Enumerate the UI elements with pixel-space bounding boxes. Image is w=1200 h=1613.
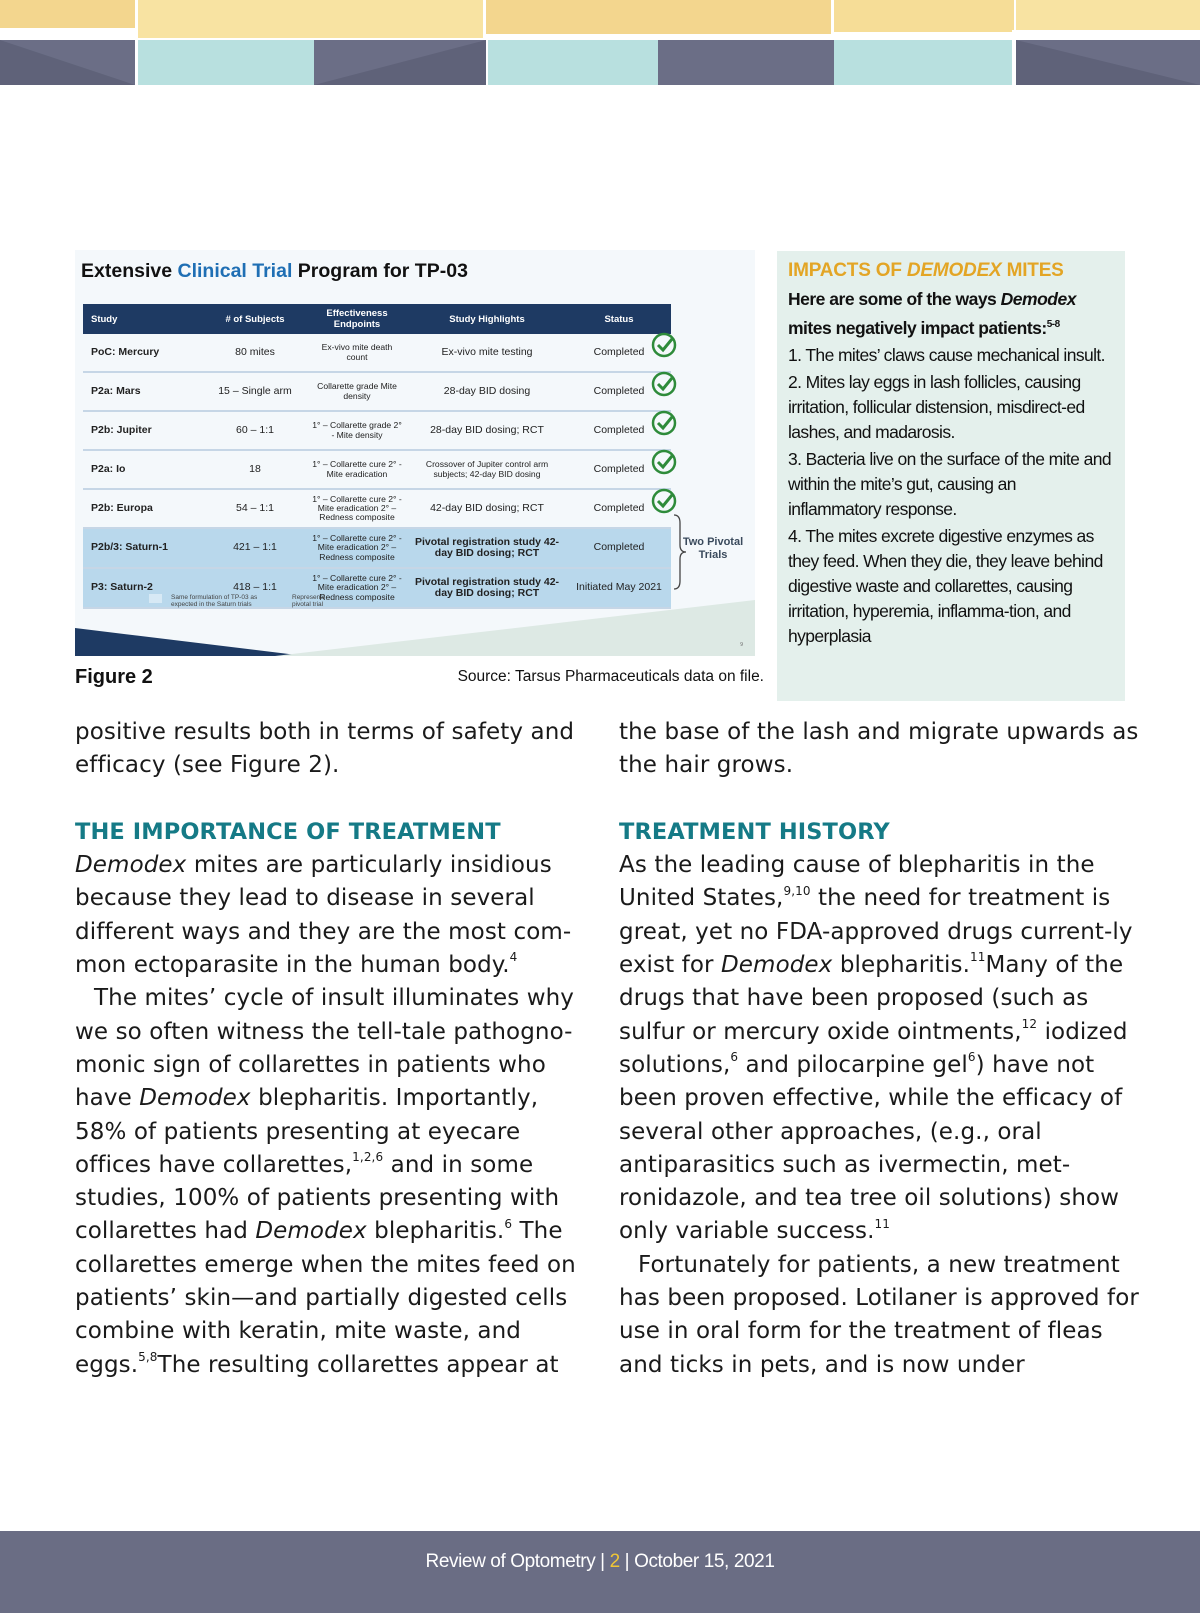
- cell-subjects: 15 – Single arm: [203, 372, 307, 411]
- legend-pivotal-label: Represents pivotal trial: [292, 594, 326, 609]
- slide-number: 9: [740, 642, 744, 648]
- sidebar-list-item: 3. Bacteria live on the surface of the mite and within the mite’s gut, causing an inflammatory response.: [788, 448, 1111, 519]
- cell-highlights: 42-day BID dosing; RCT: [407, 489, 567, 528]
- top-banner: [0, 0, 1200, 88]
- cell-study: P2b: Europa: [83, 489, 203, 528]
- section-heading-importance: THE IMPORTANCE OF TREATMENT: [75, 818, 501, 845]
- figure-title: Extensive Clinical Trial Program for TP-03: [81, 260, 468, 282]
- header-highlights: Study Highlights: [407, 304, 567, 334]
- table-row: [83, 450, 671, 489]
- header-subjects: # of Subjects: [203, 304, 307, 334]
- table-row: [83, 372, 671, 411]
- cell-status: Completed: [567, 450, 671, 489]
- cell-status: Completed: [567, 334, 671, 372]
- check-icon: [651, 488, 677, 514]
- cell-highlights: Crossover of Jupiter control arm subjects; 42-day BID dosing: [407, 450, 567, 489]
- cell-status: Completed: [567, 528, 671, 568]
- demodex-impacts-sidebar: [777, 251, 1125, 701]
- cell-study: P2b: Jupiter: [83, 411, 203, 450]
- table-row: [83, 411, 671, 450]
- cell-status: Initiated May 2021: [567, 568, 671, 608]
- cell-status: Completed: [567, 411, 671, 450]
- cell-subjects: 60 – 1:1: [203, 411, 307, 450]
- figure-label: Figure 2: [75, 666, 153, 688]
- sidebar-intro: Here are some of the ways Demodex mites negatively impact patients:$^{5-8}$: [788, 289, 1076, 338]
- cell-endpoints: 1° – Collarette grade 2° - Mite density: [307, 411, 407, 450]
- cell-subjects: 54 – 1:1: [203, 489, 307, 528]
- check-icon: [651, 371, 677, 397]
- cell-subjects: 421 – 1:1: [203, 528, 307, 568]
- sidebar-list-item: 4. The mites excrete digestive enzymes as they feed. When they die, they leave behind digestive waste and collarettes, causing irritation, hyperemia, inflamma-tion, and hyperplasia: [788, 525, 1103, 646]
- cell-endpoints: Collarette grade Mite density: [307, 372, 407, 411]
- cell-endpoints: 1° – Collarette cure 2° - Mite eradication 2° – Redness composite: [307, 528, 407, 568]
- cell-highlights: Ex-vivo mite testing: [407, 334, 567, 372]
- figure-source: Source: Tarsus Pharmaceuticals data on file.: [457, 668, 764, 685]
- cell-study: P2a: Io: [83, 450, 203, 489]
- body-paragraph: Demodex mites are particularly insidious because they lead to disease in several different ways and they are the most com-mon ectoparasite in the human body.$^4$: [75, 852, 572, 979]
- body-paragraph: Fortunately for patients, a new treatment has been proposed. Lotilaner is approved for use in oral form for the treatment of fleas and ticks in pets, and is now under: [619, 1251, 1139, 1378]
- cell-subjects: 418 – 1:1: [203, 568, 307, 608]
- body-paragraph: positive results both in terms of safety and efficacy (see Figure 2).: [75, 719, 575, 779]
- table-row: [83, 489, 671, 528]
- footer-text: Review of Optometry | 2 | October 15, 2021: [425, 1551, 775, 1572]
- header-study: Study: [83, 304, 203, 334]
- cell-highlights: 28-day BID dosing: [407, 372, 567, 411]
- body-paragraph: As the leading cause of blepharitis in the United States,$^{9,10}$ the need for treatment is great, yet no FDA-approved drugs current-ly exist for Demodex blepharitis.$^{11}$Many of the drugs that have been proposed (such as sulfur or mercury oxide ointments,$^{12}$ iodized solutions,$^6$ and pilocarpine gel$^6$) have not been proven effective, while the efficacy of several other approaches, (e.g., oral antiparasitics such as ivermectin, met-ronidazole, and tea tree oil solutions) show only variable success.$^{11}$: [619, 852, 1133, 1245]
- footer-publication: Review of Optometry: [425, 1551, 596, 1572]
- header-status: Status: [567, 304, 671, 334]
- decorative-wedge: [75, 580, 755, 656]
- check-icon: [651, 410, 677, 436]
- cell-highlights: Pivotal registration study 42-day BID dosing; RCT: [407, 528, 567, 568]
- cell-study: P3: Saturn-2: [83, 568, 203, 608]
- trial-program-figure: [75, 250, 755, 656]
- body-paragraph: the base of the lash and migrate upwards as the hair grows.: [619, 719, 1139, 779]
- sidebar-title: IMPACTS OF DEMODEX MITES: [788, 260, 1064, 281]
- legend-same-label: Same formulation of TP-03 as expected in the Saturn trials: [171, 594, 258, 609]
- pivotal-trials-label: Two Pivotal Trials: [682, 536, 744, 562]
- cell-study: PoC: Mercury: [83, 334, 203, 372]
- check-icon: [651, 332, 677, 358]
- cell-status: Completed: [567, 489, 671, 528]
- header-endpoints: Effectiveness Endpoints: [307, 304, 407, 334]
- trial-table-header: [83, 304, 671, 334]
- cell-subjects: 80 mites: [203, 334, 307, 372]
- table-row-pivotal: [83, 528, 671, 568]
- footer-page-number: 2: [609, 1551, 620, 1572]
- table-row: [83, 334, 671, 372]
- cell-endpoints: 1° – Collarette cure 2° - Mite eradication 2° – Redness composite: [307, 489, 407, 528]
- cell-endpoints: Ex-vivo mite death count: [307, 334, 407, 372]
- left-column: [75, 716, 587, 1382]
- body-paragraph: The mites’ cycle of insult illuminates why we so often witness the tell-tale pathogno-monic sign of collarettes in patients who have Demodex blepharitis. Importantly, 58% of patients presenting at eyecare offices have collarettes,$^{1,2,6}$ and in some studies, 100% of patients presenting with collarettes had Demodex blepharitis.$^6$ The collarettes emerge when the mites feed on patients’ skin—and partially digested cells combine with keratin, mite waste, and eggs.$^{5,8}$The resulting collarettes appear at: [75, 985, 576, 1378]
- cell-status: Completed: [567, 372, 671, 411]
- trial-table: [83, 304, 671, 609]
- check-icon: [651, 449, 677, 475]
- footer-date: October 15, 2021: [634, 1551, 775, 1572]
- section-heading-history: TREATMENT HISTORY: [619, 818, 890, 845]
- right-column: [619, 716, 1139, 1382]
- cell-study: P2a: Mars: [83, 372, 203, 411]
- cell-highlights: 28-day BID dosing; RCT: [407, 411, 567, 450]
- cell-endpoints: 1° – Collarette cure 2° - Mite eradication: [307, 450, 407, 489]
- cell-endpoints: 1° – Collarette cure 2° - Mite eradication 2° – Redness composite: [307, 568, 407, 608]
- sidebar-list-item: 2. Mites lay eggs in lash follicles, causing irritation, follicular distension, misdirect-ed lashes, and madarosis.: [788, 371, 1085, 442]
- sidebar-list-item: 1. The mites’ claws cause mechanical insult.: [788, 344, 1105, 365]
- cell-study: P2b/3: Saturn-1: [83, 528, 203, 568]
- cell-highlights: Pivotal registration study 42-day BID dosing; RCT: [407, 568, 567, 608]
- cell-subjects: 18: [203, 450, 307, 489]
